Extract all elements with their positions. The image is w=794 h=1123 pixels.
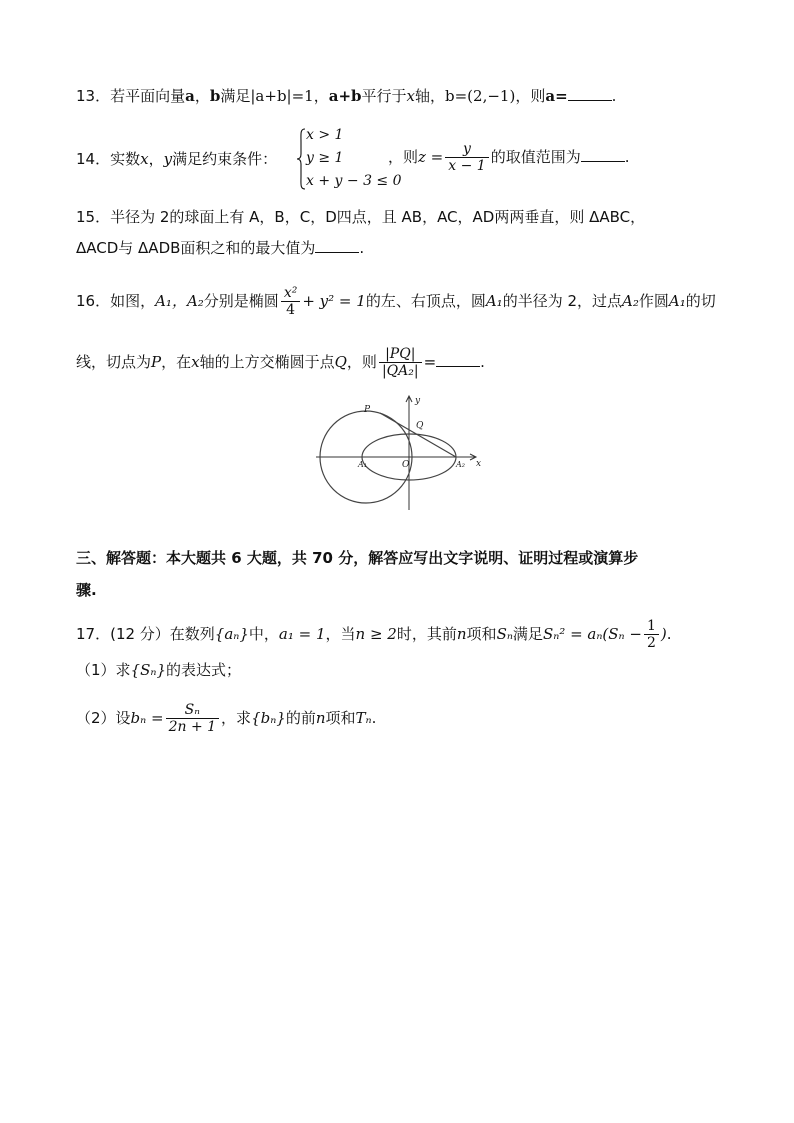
q16-text: ，则 (346, 353, 377, 371)
vector-a: a (185, 87, 195, 105)
ellipse-rest: + y² = 1 (302, 292, 366, 310)
q13-end: . (611, 87, 617, 105)
q17-relation: Sₙ² = aₙ(Sₙ − (542, 625, 642, 643)
q13-text: ，则 (515, 87, 546, 105)
label-o: O (402, 460, 410, 470)
q16-a1: A₁ (485, 292, 503, 310)
q17-2-fraction (166, 702, 219, 735)
q14-number: 14． (76, 150, 111, 168)
ratio-num: |PQ| (379, 346, 422, 363)
q16-text: 分别是椭圆 (203, 292, 279, 310)
q17-2-set: {bₙ} (251, 709, 286, 727)
question-14 (76, 149, 277, 169)
q14-sep: ， (148, 150, 164, 168)
ellipse-frac-num: x² (281, 285, 301, 302)
q13-text: 若平面向量 (110, 87, 186, 105)
q17-text: 中， (248, 625, 279, 643)
q17-1-set: {Sₙ} (130, 661, 166, 679)
q13-text: 满足 (220, 87, 251, 105)
q16-a2: A₂ (622, 292, 639, 310)
ellipse-frac-den: 4 (286, 302, 296, 318)
question-15-line-2 (76, 238, 364, 258)
q14-frac-num: y (445, 141, 488, 158)
question-17-part-1 (76, 660, 241, 680)
q17-sequence: {aₙ} (214, 625, 249, 643)
label-a1: A₁ (358, 460, 367, 469)
q16-eq: = (423, 353, 437, 371)
q17-2-tn: Tₙ (355, 709, 372, 727)
q14-text: 的取值范围为 (490, 148, 581, 166)
q16-vertices: A₁，A₂ (155, 292, 204, 310)
question-16-line-2 (76, 346, 485, 379)
q14-frac-den: x − 1 (448, 158, 486, 174)
q16-text: 的切 (685, 292, 716, 310)
q16-text: 的半径为 2，过点 (502, 292, 622, 310)
label-q: Q (416, 421, 424, 431)
ratio-fraction (379, 346, 422, 379)
q16-text: 的左、右顶点，圆 (365, 292, 486, 310)
q17-1-text: （1）求 (76, 661, 131, 679)
q17-text: 时，其前 (396, 625, 457, 643)
q14-tail (388, 141, 630, 174)
q16-number: 16．如图， (76, 292, 156, 310)
q13-b-value: b=(2,−1) (445, 87, 516, 105)
label-a2: A₂ (456, 460, 465, 469)
q17-end: . (666, 625, 672, 643)
q17-text: 满足 (512, 625, 543, 643)
q16-a1: A₁ (668, 292, 686, 310)
answer-blank[interactable] (568, 86, 612, 101)
q17-condition: n ≥ 2 (355, 625, 397, 643)
q15-text: ΔACD与 ΔADB面积之和的最大值为 (76, 239, 316, 257)
q16-point-p: P (151, 353, 162, 371)
constraint-3: x + y − 3 ≤ 0 (306, 173, 402, 189)
section-3-heading: 三、解答题：本大题共 6 大题，共 70 分，解答应写出文字说明、证明过程或演算步 (76, 549, 639, 567)
q17-2-text: 项和 (325, 709, 356, 727)
question-16-line-1 (76, 285, 716, 318)
q14-text: 满足约束条件： (172, 150, 278, 168)
constraint-1: x > 1 (306, 127, 344, 143)
q14-text: ，则 (388, 148, 419, 166)
q14-text: 实数 (110, 150, 141, 168)
q17-2-bn: bₙ = (130, 709, 164, 727)
half-den: 2 (646, 635, 656, 651)
label-p: P (364, 405, 371, 415)
label-y: y (415, 396, 421, 406)
ratio-den: |QA₂| (381, 363, 419, 379)
q17-2-text: ，求 (221, 709, 252, 727)
q17-2-text: 的前 (285, 709, 316, 727)
q14-end: . (624, 148, 630, 166)
q13-abs-expr: |a+b|=1 (250, 87, 314, 105)
section-3-heading-cont: 骤. (76, 581, 97, 599)
ellipse-circle-figure (316, 392, 486, 514)
q17-2-frac-den: 2n + 1 (168, 719, 217, 735)
q13-text: 平行于 (361, 87, 407, 105)
q17-half-fraction (644, 618, 659, 651)
q17-relation-close: ) (660, 625, 667, 643)
half-num: 1 (644, 618, 659, 635)
q14-x-var: x (140, 150, 149, 168)
answer-blank[interactable] (436, 352, 480, 367)
question-13 (76, 86, 616, 106)
answer-blank[interactable] (315, 238, 359, 253)
q13-sep: ， (313, 87, 329, 105)
q13-text: 轴， (415, 87, 446, 105)
q17-n: n (456, 625, 467, 643)
q14-fraction (445, 141, 488, 174)
q14-y-var: y (163, 150, 173, 168)
q13-number: 13． (76, 87, 111, 105)
q17-2-n: n (315, 709, 326, 727)
q16-text: 轴的上方交椭圆于点 (199, 353, 335, 371)
answer-blank[interactable] (581, 147, 625, 162)
q16-point-q: Q (334, 353, 347, 371)
question-15-line-1: 15．半径为 2的球面上有 A，B，C，D四点，且 AB，AC，AD两两垂直，则 ΔABC， (76, 208, 646, 226)
question-17 (76, 618, 672, 651)
q13-x-var: x (406, 87, 415, 105)
label-x: x (476, 459, 482, 469)
q15-end: . (359, 239, 365, 257)
q17-1-text: 的表达式； (166, 661, 242, 679)
q13-sep: ， (194, 87, 210, 105)
q13-sum-vector: a+b (328, 87, 362, 105)
brace-icon (296, 128, 306, 190)
q17-sn: Sₙ (496, 625, 513, 643)
q16-x-var: x (191, 353, 200, 371)
q17-2-frac-num: Sₙ (166, 702, 219, 719)
q17-text: 项和 (466, 625, 497, 643)
q17-a1: a₁ = 1 (278, 625, 326, 643)
q13-answer-prefix: a= (545, 87, 568, 105)
q16-text: ，在 (161, 353, 192, 371)
vector-b: b (209, 87, 221, 105)
q14-z-eq: z = (418, 148, 444, 166)
ellipse-fraction (281, 285, 301, 318)
q17-number: 17．(12 分）在数列 (76, 625, 215, 643)
q17-text: ，当 (325, 625, 356, 643)
question-17-part-2 (76, 702, 376, 735)
constraint-2: y ≥ 1 (306, 150, 344, 166)
q16-text: 线，切点为 (76, 353, 152, 371)
q16-text: 作圆 (638, 292, 669, 310)
q17-2-text: （2）设 (76, 709, 131, 727)
q16-end: . (480, 353, 485, 371)
q17-2-end: . (371, 709, 377, 727)
